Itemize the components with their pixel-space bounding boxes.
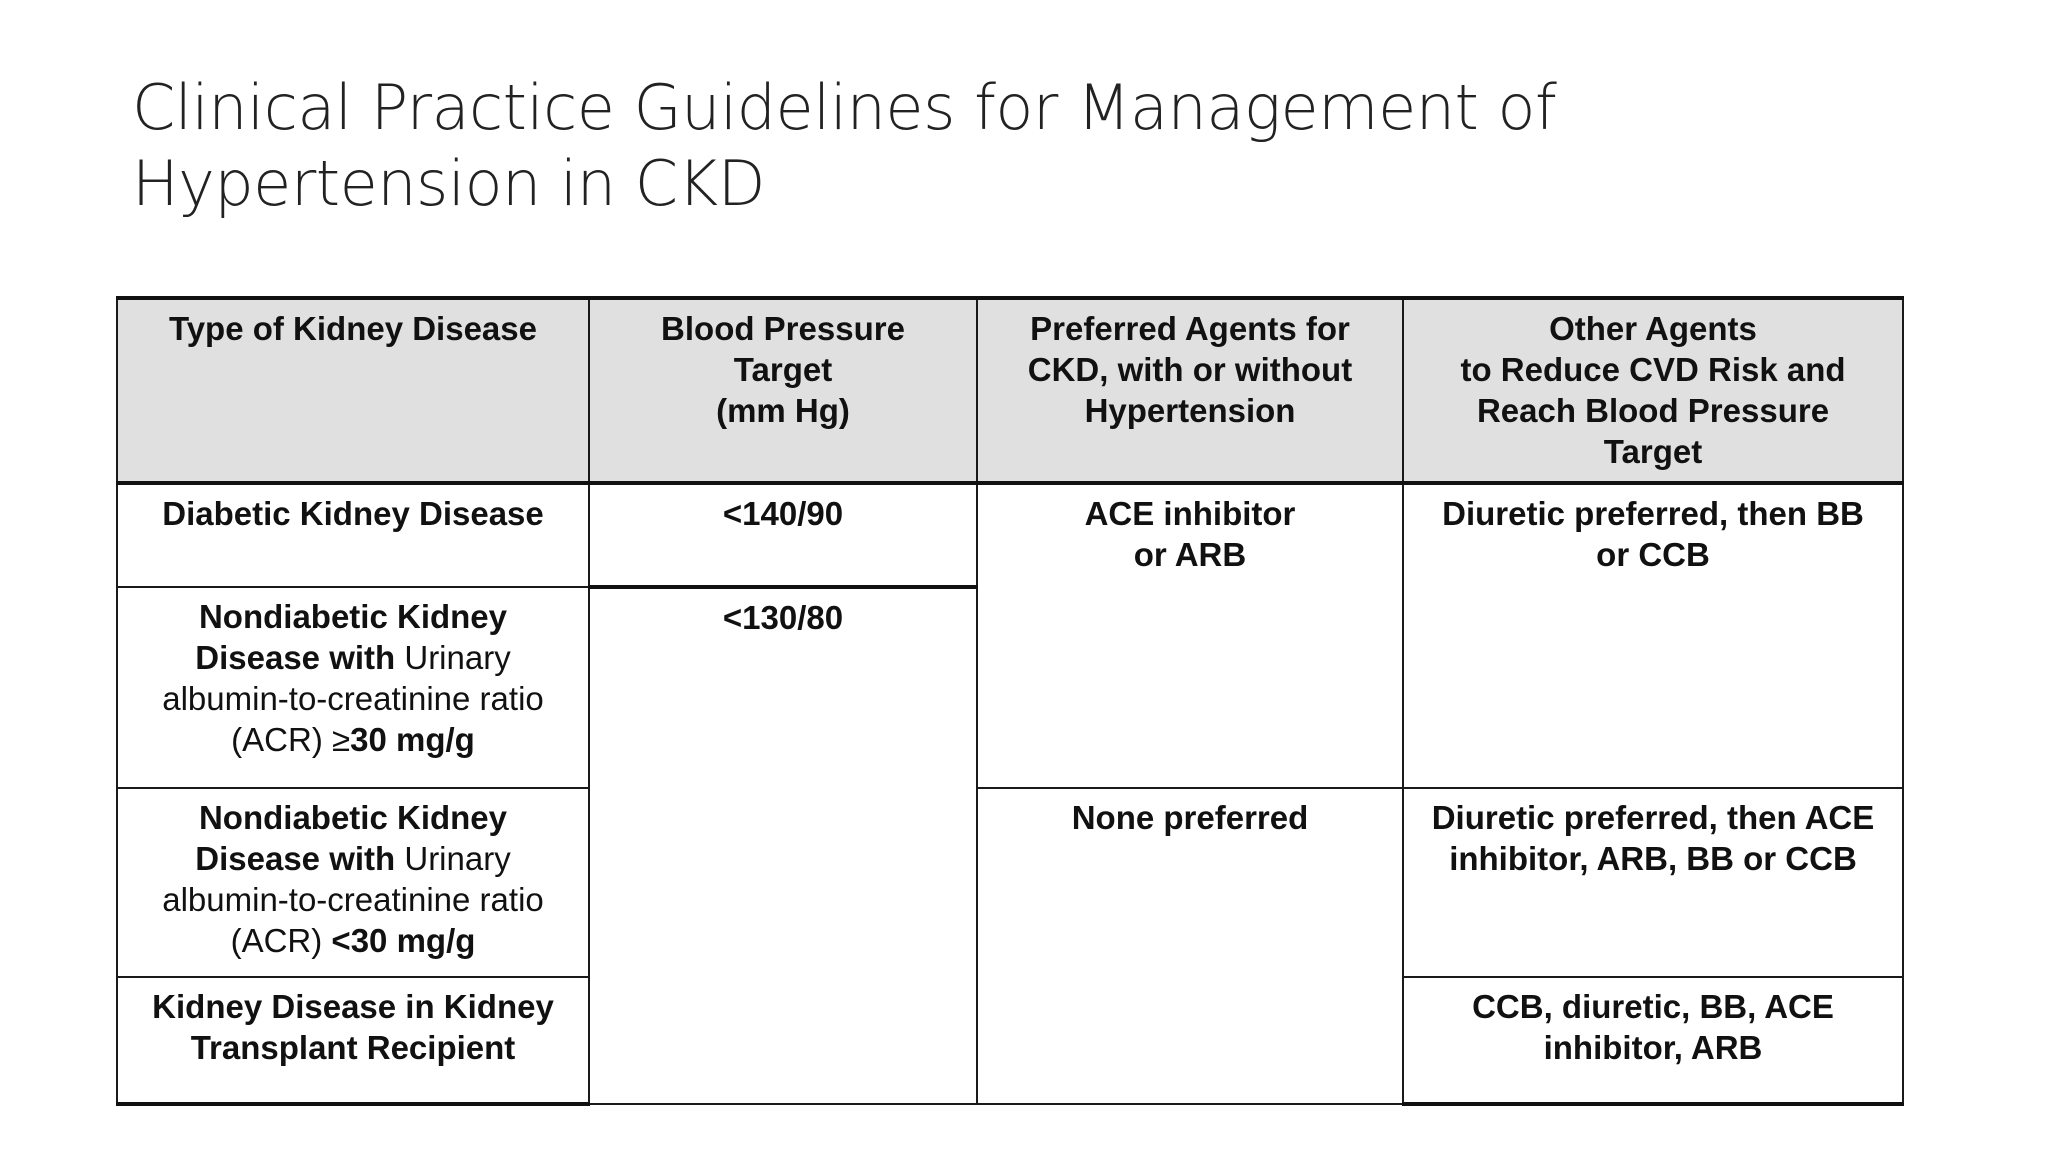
cell-text-normal: Urinary (395, 639, 511, 676)
cell-text: Transplant Recipient (190, 1029, 516, 1066)
cell-text: <130/80 (722, 599, 844, 636)
cell-preferred-agents (977, 483, 1403, 788)
cell-text: Diuretic preferred, then BB (1442, 495, 1864, 532)
cell-text: Diabetic Kidney Disease (162, 495, 544, 532)
header-text: Target (733, 351, 833, 388)
header-bp-target (589, 298, 977, 483)
cell-text: inhibitor, ARB, BB or CCB (1449, 840, 1857, 877)
cell-other-agents (1403, 788, 1903, 977)
cell-text: Nondiabetic Kidney (198, 598, 508, 635)
cell-text: Kidney Disease in Kidney (152, 988, 554, 1025)
cell-text (128, 637, 578, 678)
header-text: Blood Pressure (661, 310, 905, 347)
cell-disease-type (117, 483, 589, 587)
header-preferred-agents (977, 298, 1403, 483)
cell-other-agents (1403, 977, 1903, 1104)
header-text: Target (1603, 433, 1703, 470)
header-kidney-disease-type (117, 298, 589, 483)
cell-text (128, 838, 578, 879)
cell-disease-type (117, 788, 589, 977)
cell-text: or ARB (1133, 536, 1247, 573)
cell-text: None preferred (1071, 799, 1309, 836)
cell-text (128, 920, 578, 961)
slide-title: Clinical Practice Guidelines for Management of Hypertension in CKD (132, 71, 1557, 220)
cell-text-normal: (ACR) ≥ (231, 721, 351, 758)
header-text: Other Agents (1549, 310, 1757, 347)
cell-disease-type (117, 587, 589, 788)
header-text: Reach Blood Pressure (1476, 392, 1830, 429)
cell-bp-target (589, 587, 977, 1104)
header-text: Type of Kidney Disease (168, 310, 537, 347)
header-text: to Reduce CVD Risk and (1460, 351, 1846, 388)
header-row (117, 298, 1903, 483)
cell-text: <140/90 (722, 495, 844, 532)
cell-text-bold: <30 mg/g (331, 922, 476, 959)
cell-text (128, 719, 578, 760)
header-text: Preferred Agents for (1030, 310, 1350, 347)
cell-text: albumin-to-creatinine ratio (162, 680, 544, 717)
cell-other-agents (1403, 483, 1903, 788)
cell-bp-target (589, 483, 977, 587)
cell-text-bold: Disease with (195, 840, 396, 877)
cell-text-normal: Urinary (395, 840, 511, 877)
table-row (117, 788, 1903, 977)
header-text: (mm Hg) (716, 392, 850, 429)
cell-text: Nondiabetic Kidney (198, 799, 508, 836)
table-row (117, 483, 1903, 587)
header-text: CKD, with or without (1027, 351, 1353, 388)
cell-text-bold: 30 mg/g (350, 721, 475, 758)
cell-preferred-agents (977, 788, 1403, 1104)
cell-text: or CCB (1596, 536, 1710, 573)
cell-text: albumin-to-creatinine ratio (162, 881, 544, 918)
cell-text: inhibitor, ARB (1543, 1029, 1763, 1066)
cell-text-bold: Disease with (195, 639, 396, 676)
cell-text: Diuretic preferred, then ACE (1431, 799, 1875, 836)
cell-text-normal: (ACR) (230, 922, 332, 959)
header-text: Hypertension (1084, 392, 1296, 429)
cell-disease-type (117, 977, 589, 1104)
guidelines-table (116, 296, 1904, 1106)
cell-text: ACE inhibitor (1084, 495, 1296, 532)
header-other-agents (1403, 298, 1903, 483)
cell-text: CCB, diuretic, BB, ACE (1472, 988, 1834, 1025)
